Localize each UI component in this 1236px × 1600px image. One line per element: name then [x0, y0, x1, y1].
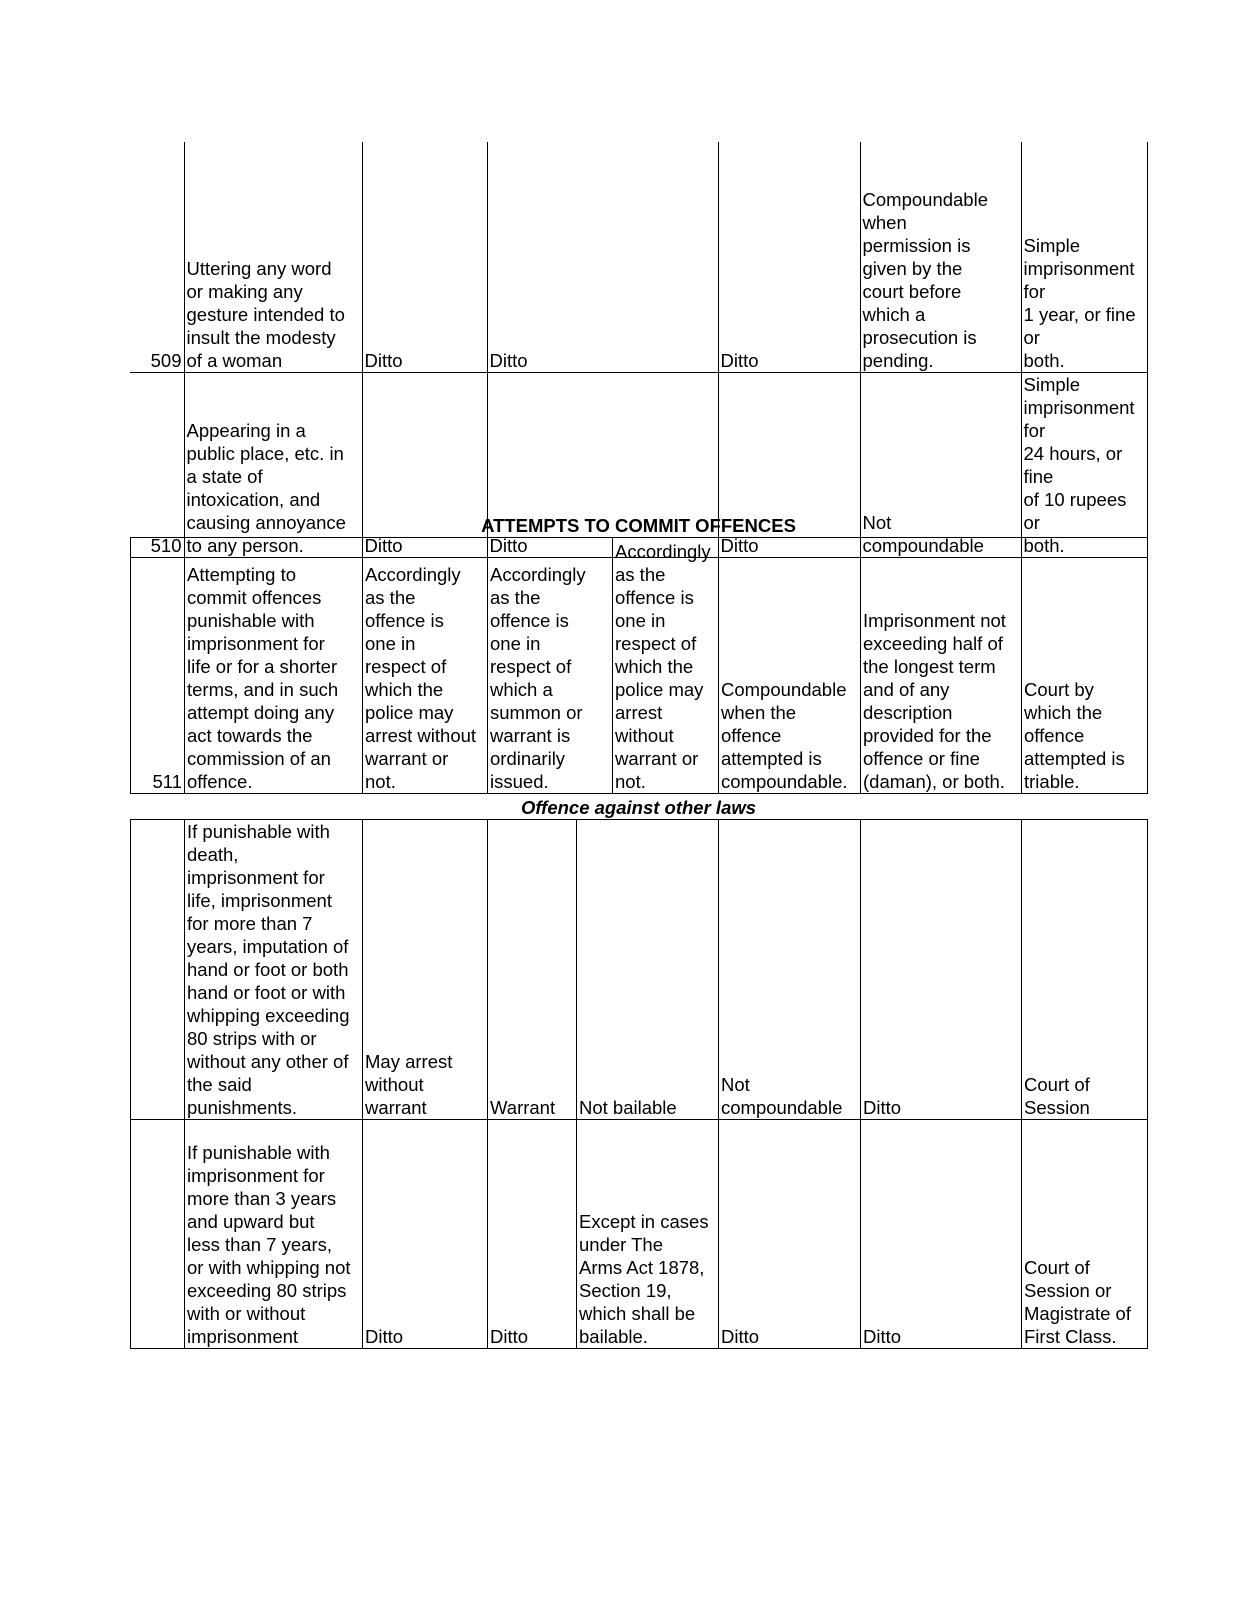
offence-cell: Attempting to commit offences punishable with imprisonment for life or for a shorter terms, and in such attempt doing any act towards the commission of an offence. [185, 538, 363, 794]
compound-cell: Compoundable when permission is given by the court before which a prosecution is pending. [860, 142, 1021, 372]
compound-cell: Not compoundable [860, 372, 1021, 557]
table-row [131, 1120, 1148, 1349]
table-row [130, 142, 1147, 372]
table-row [131, 538, 1148, 794]
bail-cell: Ditto [718, 372, 860, 557]
arrest-cell: Accordingly as the offence is one in respect of which the police may arrest without warrant or not. [363, 538, 488, 794]
offence-cell: If punishable with imprisonment for more than 3 years and upward but less than 7 years, or with whipping not exceeding 80 strips with or without imprisonment [185, 1120, 363, 1349]
arrest-cell: Ditto [363, 1120, 488, 1349]
compound-cell: Not compoundable [719, 820, 861, 1120]
process-cell: Accordingly as the offence is one in respect of which a summon or warrant is ordinarily issued. [488, 538, 613, 794]
arrest-cell: Ditto [362, 372, 487, 557]
process-cell: Warrant [488, 820, 577, 1120]
compound-cell: Compoundable when the offence attempted is compoundable. [719, 538, 861, 794]
table-row [131, 820, 1148, 1120]
section-number [131, 1120, 185, 1349]
bail-cell: Except in cases under The Arms Act 1878, Section 19, which shall be bailable. [577, 1120, 719, 1349]
section-heading-attempts: ATTEMPTS TO COMMIT OFFENCES [481, 515, 796, 536]
punishment-cell: Simple imprisonment for 24 hours, or fine of 10 rupees or both. [1021, 372, 1147, 557]
offences-table-other-laws [130, 819, 1148, 1349]
court-cell: Court by which the offence attempted is triable. [1022, 538, 1148, 794]
process-cell: Ditto [488, 1120, 577, 1349]
bail-cell: Ditto [718, 142, 860, 372]
offences-table-511 [130, 537, 1148, 794]
offence-cell: If punishable with death, imprisonment for life, imprisonment for more than 7 years, imputation of hand or foot or both hand or foot or with whipping exceeding 80 strips with or without any other of the said punishments. [185, 820, 363, 1120]
offence-cell: Uttering any word or making any gesture intended to insult the modesty of a woman [184, 142, 362, 372]
process-cell: Ditto [487, 372, 718, 557]
court-cell: Court of Session or Magistrate of First Class. [1022, 1120, 1148, 1349]
punishment-cell: Imprisonment not exceeding half of the longest term and of any description provided for the offence or fine (daman), or both. [861, 538, 1022, 794]
compound-cell: Ditto [719, 1120, 861, 1349]
section-heading-other-laws: Offence against other laws [520, 797, 757, 818]
court-cell: Court of Session [1022, 820, 1148, 1120]
offence-cell: Appearing in a public place, etc. in a state of intoxication, and causing annoyance to any person. [184, 372, 362, 557]
section-number [131, 820, 185, 1120]
punishment-cell: Ditto [861, 1120, 1022, 1349]
section-number: 510 [130, 372, 184, 557]
arrest-cell: May arrest without warrant [363, 820, 488, 1120]
bail-cell: Accordingly as the offence is one in respect of which the police may arrest without warrant or not. [613, 538, 719, 794]
offences-table-509-510 [130, 142, 1148, 558]
section-number: 511 [131, 538, 185, 794]
punishment-cell: Simple imprisonment for 1 year, or fine or both. [1021, 142, 1147, 372]
bail-cell: Not bailable [577, 820, 719, 1120]
process-cell: Ditto [487, 142, 718, 372]
arrest-cell: Ditto [362, 142, 487, 372]
section-number: 509 [130, 142, 184, 372]
punishment-cell: Ditto [861, 820, 1022, 1120]
